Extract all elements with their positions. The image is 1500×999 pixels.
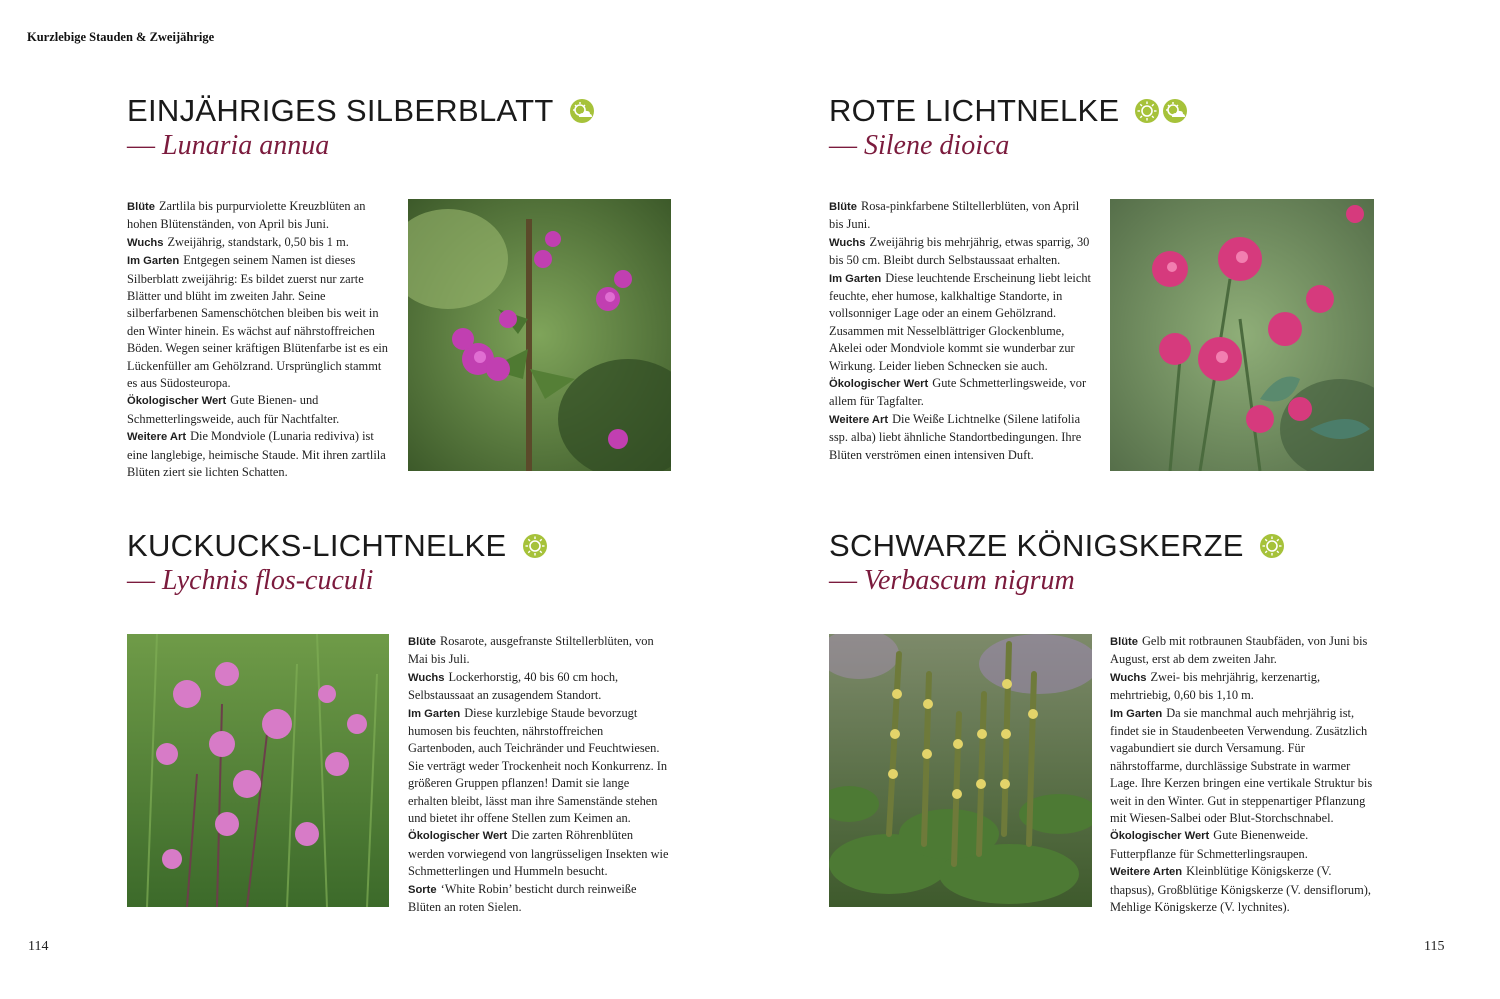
label-im-garten: Im Garten <box>1110 707 1163 720</box>
label-oekologischer-wert: Ökologischer Wert <box>1110 830 1210 843</box>
latin-name: — Verbascum nigrum <box>829 565 1075 596</box>
label-im-garten: Im Garten <box>127 255 180 268</box>
label-weitere-art: Weitere Art <box>127 431 187 444</box>
sun-cloud-icon <box>1163 99 1187 123</box>
title-row-verbascum <box>829 530 1284 561</box>
label-wuchs: Wuchs <box>1110 671 1147 684</box>
photo-lychnis-flos-cuculi <box>127 634 389 907</box>
photo-silene-dioica <box>1110 199 1374 471</box>
title-row-lunaria <box>127 95 594 126</box>
latin-name: — Lychnis flos-cuculi <box>127 565 374 596</box>
label-oekologischer-wert: Ökologischer Wert <box>829 378 929 391</box>
description-silene: Blüte Rosa-pinkfarbene Stiltellerblüten, von April bis Juni. Wuchs Zweijährig bis mehrjährig, etwas sparrig, 30 bis 50 cm. Bleibt durch Selbstaussaat erhalten. Im Garten Diese leuchtende Erscheinung liebt leicht feuchte, eher humose, kalkhaltige Standorte, in vollsonniger Lage oder an einem Gehölzrand. Zusammen mit Nesselblättriger Glockenblume, Akelei oder Mondviole kommt sie wunderbar zur Wirkung. Leider lieben Schnecken sie auch. Ökologischer Wert Gute Schmetterlingsweide, vor allem für Tagfalter. Weitere Art Die Weiße Lichtnelke (Silene latifolia ssp. alba) liebt ähnliche Standortbedingungen. Ihre Blüten verströmen einen intensiven Duft. <box>829 199 1091 462</box>
plant-title: EINJÄHRIGES SILBERBLATT <box>127 93 554 128</box>
label-wuchs: Wuchs <box>829 236 866 249</box>
title-row-silene <box>829 95 1187 126</box>
label-oekologischer-wert: Ökologischer Wert <box>127 395 227 408</box>
label-bluete: Blüte <box>127 201 155 213</box>
label-bluete: Blüte <box>408 636 436 648</box>
photo-lunaria-annua <box>408 199 671 471</box>
label-oekologischer-wert: Ökologischer Wert <box>408 830 508 843</box>
description-lunaria: Blüte Zartlila bis purpurviolette Kreuzblüten an hohen Blütenständen, von April bis Juni. Wuchs Zweijährig, standstark, 0,50 bis 1 m. Im Garten Entgegen seinem Namen ist dieses Silberblatt zweijährig: Es bildet zuerst nur zarte Blätter und blüht im zweiten Jahr. Seine silberfarbenen Samenschötchen bleiben bis weit in den Winter hinein. Es wächst auf nährstoffreichen Böden. Wegen seiner kräftigen Blütenfarbe ist es ein Lückenfüller am Gehölzrand. Ursprünglich stammt es aus Südosteuropa. Ökologischer Wert Gute Bienen- und Schmetterlingsweide, auch für Nachtfalter. Weitere Art Die Mondviole (Lunaria rediviva) ist eine langlebige, heimische Staude. Mit ihren zartlila Blüten ziert sie lichten Schatten. <box>127 199 388 480</box>
plant-title: ROTE LICHTNELKE <box>829 93 1120 128</box>
plant-title: KUCKUCKS-LICHTNELKE <box>127 528 507 563</box>
page-number-right: 115 <box>1424 939 1445 954</box>
sun-cloud-icon <box>570 99 594 123</box>
label-bluete: Blüte <box>1110 636 1138 648</box>
label-sorte: Sorte <box>408 883 437 896</box>
label-wuchs: Wuchs <box>408 671 445 684</box>
label-bluete: Blüte <box>829 201 857 213</box>
sun-icon <box>1135 99 1159 123</box>
latin-name: — Silene dioica <box>829 130 1010 161</box>
label-wuchs: Wuchs <box>127 236 164 249</box>
description-lychnis: Blüte Rosarote, ausgefranste Stiltellerblüten, von Mai bis Juli. Wuchs Lockerhorstig, 40 bis 60 cm hoch, Selbstaussaat an zusagendem Standort. Im Garten Diese kurzlebige Staude bevorzugt humosen bis feuchten, nährstoffreichen Gartenboden, auch Teichränder und Feuchtwiesen. Sie verträgt weder Trockenheit noch Konkurrenz. In größeren Gruppen pflanzen! Damit sie lange erhalten bleibt, lässt man ihre Samenstände stehen und bietet ihr offene Stellen zum Keimen an. Ökologischer Wert Die zarten Röhrenblüten werden vorwiegend von langrüsseligen Insekten wie Schmetterlingen und Hummeln besucht. Sorte ‘White Robin’ besticht durch reinweiße Blüten an roten Sielen. <box>408 634 669 915</box>
sun-icon <box>1260 534 1284 558</box>
label-im-garten: Im Garten <box>408 707 461 720</box>
page-number-left: 114 <box>28 939 49 954</box>
latin-name: — Lunaria annua <box>127 130 330 161</box>
running-header: Kurzlebige Stauden & Zweijährige <box>27 30 215 44</box>
title-row-lychnis <box>127 530 547 561</box>
description-verbascum: Blüte Gelb mit rotbraunen Staubfäden, von Juni bis August, erst ab dem zweiten Jahr. Wuchs Zwei- bis mehrjährig, kerzenartig, mehrtriebig, 0,60 bis 1,10 m. Im Garten Da sie manchmal auch mehrjährig ist, findet sie in Staudenbeeten Verwendung. Zusätzlich vagabundiert sie durch Versamung. Für nährstoffarme, durchlässige Substrate in warmer Lage. Ihre Kerzen bringen eine vertikale Struktur bis weit in den Winter. Gut in steppenartiger Pflanzung mit Wiesen-Salbei oder Blut-Storchschnabel. Ökologischer Wert Gute Bienenweide. Futterpflanze für Schmetterlingsraupen. Weitere Arten Kleinblütige Königskerze (V. thapsus), Großblütige Königskerze (V. densiflorum), Mehlige Königskerze (V. lychnites). <box>1110 634 1373 915</box>
label-im-garten: Im Garten <box>829 272 882 285</box>
label-weitere-art: Weitere Art <box>829 413 889 426</box>
photo-verbascum-nigrum <box>829 634 1092 907</box>
label-weitere-arten: Weitere Arten <box>1110 866 1183 879</box>
sun-icon <box>523 534 547 558</box>
plant-title: SCHWARZE KÖNIGSKERZE <box>829 528 1244 563</box>
